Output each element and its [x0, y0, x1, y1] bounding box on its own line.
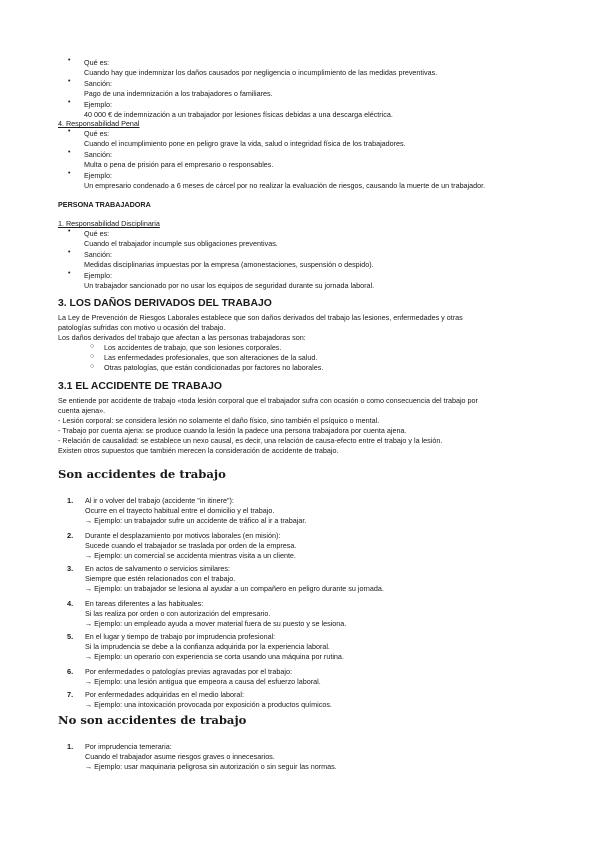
list-item-title: Por enfermedades o patologías previas agravadas por el trabajo: [85, 667, 292, 676]
circle-bullet: ○ [90, 363, 95, 370]
bullet: • [68, 99, 71, 106]
circle-bullet: ○ [90, 343, 95, 350]
list-item-desc: Cuando el trabajador asume riesgos graves o innecesarios. [85, 752, 275, 761]
list-item-title: En tareas diferentes a las habituales: [85, 599, 204, 608]
paragraph-line: - Relación de causalidad: se establece un nexo causal, es decir, una relación de causa-efecto entre el trabajo y la lesión. [58, 436, 443, 445]
circle-bullet: ○ [90, 353, 95, 360]
list-number: 1. [67, 496, 74, 505]
section-heading: Son accidentes de trabajo [58, 467, 226, 481]
paragraph-line: La Ley de Prevención de Riesgos Laborales establece que son daños derivados del trabajo las lesiones, enfermedades y otras [58, 313, 463, 322]
section-heading: No son accidentes de trabajo [58, 713, 247, 727]
list-item-example: → Ejemplo: un operario con experiencia se corta usando una máquina por rutina. [85, 652, 344, 661]
list-item-desc: Ocurre en el trayecto habitual entre el domicilio y el trabajo. [85, 506, 275, 515]
ejemplo-text: 40 000 € de indemnización a un trabajador por lesiones físicas debidas a una descarga eléctrica. [84, 110, 393, 119]
bullet: • [68, 128, 71, 135]
sancion-label: Sanción: [84, 150, 112, 159]
list-number: 2. [67, 531, 74, 540]
paragraph-line: Los daños derivados del trabajo que afectan a las personas trabajadoras son: [58, 333, 306, 342]
list-item-desc: Si las realiza por orden o con autorización del empresario. [85, 609, 271, 618]
paragraph-line: - Trabajo por cuenta ajena: se produce cuando la lesión la padece una persona trabajadora por cuenta ajena. [58, 426, 407, 435]
sancion-text: Pago de una indemnización a los trabajadores o familiares. [84, 89, 273, 98]
list-item-example: → Ejemplo: una intoxicación provocada por exposición a productos químicos. [85, 700, 332, 709]
list-item-example: → Ejemplo: un comercial se accidenta mientras visita a un cliente. [85, 551, 296, 560]
paragraph-line: Existen otros supuestos que también merecen la consideración de accidente de trabajo. [58, 446, 339, 455]
que-es-label: Qué es: [84, 129, 110, 138]
bullet: • [68, 270, 71, 277]
que-es-text: Cuando el trabajador incumple sus obligaciones preventivas. [84, 239, 278, 248]
sancion-label: Sanción: [84, 250, 112, 259]
paragraph-line: cuenta ajena». [58, 406, 106, 415]
list-item: Otras patologías, que están condicionadas por factores no laborales. [104, 363, 324, 372]
bullet: • [68, 228, 71, 235]
list-item-desc: Si la imprudencia se debe a la confianza adquirida por la experiencia laboral. [85, 642, 330, 651]
bullet: • [68, 170, 71, 177]
list-number: 6. [67, 667, 74, 676]
list-number: 7. [67, 690, 74, 699]
bullet: • [68, 78, 71, 85]
ejemplo-label: Ejemplo: [84, 100, 112, 109]
section-subheading: 1. Responsabilidad Disciplinaria [58, 219, 160, 228]
ejemplo-label: Ejemplo: [84, 171, 112, 180]
section-heading: 3.1 EL ACCIDENTE DE TRABAJO [58, 381, 222, 392]
list-item-desc: Siempre que estén relacionados con el trabajo. [85, 574, 236, 583]
ejemplo-label: Ejemplo: [84, 271, 112, 280]
list-item-example: → Ejemplo: un trabajador se lesiona al ayudar a un compañero en peligro durante su jornada. [85, 584, 384, 593]
list-item-title: Al ir o volver del trabajo (accidente "in itinere"): [85, 496, 234, 505]
que-es-label: Qué es: [84, 58, 110, 67]
que-es-label: Qué es: [84, 229, 110, 238]
sancion-text: Medidas disciplinarias impuestas por la empresa (amonestaciones, suspensión o despido). [84, 260, 374, 269]
list-item-title: Por imprudencia temeraria: [85, 742, 172, 751]
list-item-example: → Ejemplo: usar maquinaria peligrosa sin autorización o sin seguir las normas. [85, 762, 337, 771]
list-number: 5. [67, 632, 74, 641]
ejemplo-text: Un empresario condenado a 6 meses de cárcel por no realizar la evaluación de riesgos, causando la muerte de un trabajador. [84, 181, 486, 190]
paragraph-line: Se entiende por accidente de trabajo «toda lesión corporal que el trabajador sufra con ocasión o como consecuencia del trabajo por [58, 396, 478, 405]
list-item: Las enfermedades profesionales, que son alteraciones de la salud. [104, 353, 318, 362]
sancion-label: Sanción: [84, 79, 112, 88]
list-item-title: Por enfermedades adquiridas en el medio laboral: [85, 690, 245, 699]
section-subheading: 4. Responsabilidad Penal [58, 119, 140, 128]
ejemplo-text: Un trabajador sancionado por no usar los equipos de seguridad durante su jornada laboral. [84, 281, 375, 290]
list-number: 4. [67, 599, 74, 608]
list-item: Los accidentes de trabajo, que son lesiones corporales. [104, 343, 282, 352]
bullet: • [68, 149, 71, 156]
section-heading: PERSONA TRABAJADORA [58, 200, 151, 209]
que-es-text: Cuando hay que indemnizar los daños causados por negligencia o incumplimiento de las medidas preventivas. [84, 68, 438, 77]
list-item-title: En actos de salvamento o servicios similares: [85, 564, 231, 573]
list-number: 3. [67, 564, 74, 573]
paragraph-line: - Lesión corporal: se considera lesión no solamente el daño físico, sino también el psíquico o mental. [58, 416, 380, 425]
list-item-title: Durante el desplazamiento por motivos laborales (en misión): [85, 531, 281, 540]
list-item-example: → Ejemplo: un empleado ayuda a mover material fuera de su puesto y se lesiona. [85, 619, 347, 628]
list-number: 1. [67, 742, 74, 751]
list-item-example: → Ejemplo: una lesión antigua que empeora a causa del esfuerzo laboral. [85, 677, 321, 686]
sancion-text: Multa o pena de prisión para el empresario o responsables. [84, 160, 274, 169]
bullet: • [68, 249, 71, 256]
paragraph-line: patologías sufridas con motivo u ocasión del trabajo. [58, 323, 226, 332]
list-item-title: En el lugar y tiempo de trabajo por imprudencia profesional: [85, 632, 276, 641]
que-es-text: Cuando el incumplimiento pone en peligro grave la vida, salud o integridad física de los trabajadores. [84, 139, 406, 148]
list-item-example: → Ejemplo: un trabajador sufre un accidente de tráfico al ir a trabajar. [85, 516, 307, 525]
bullet: • [68, 57, 71, 64]
list-item-desc: Sucede cuando el trabajador se traslada por orden de la empresa. [85, 541, 297, 550]
section-heading: 3. LOS DAÑOS DERIVADOS DEL TRABAJO [58, 298, 272, 309]
